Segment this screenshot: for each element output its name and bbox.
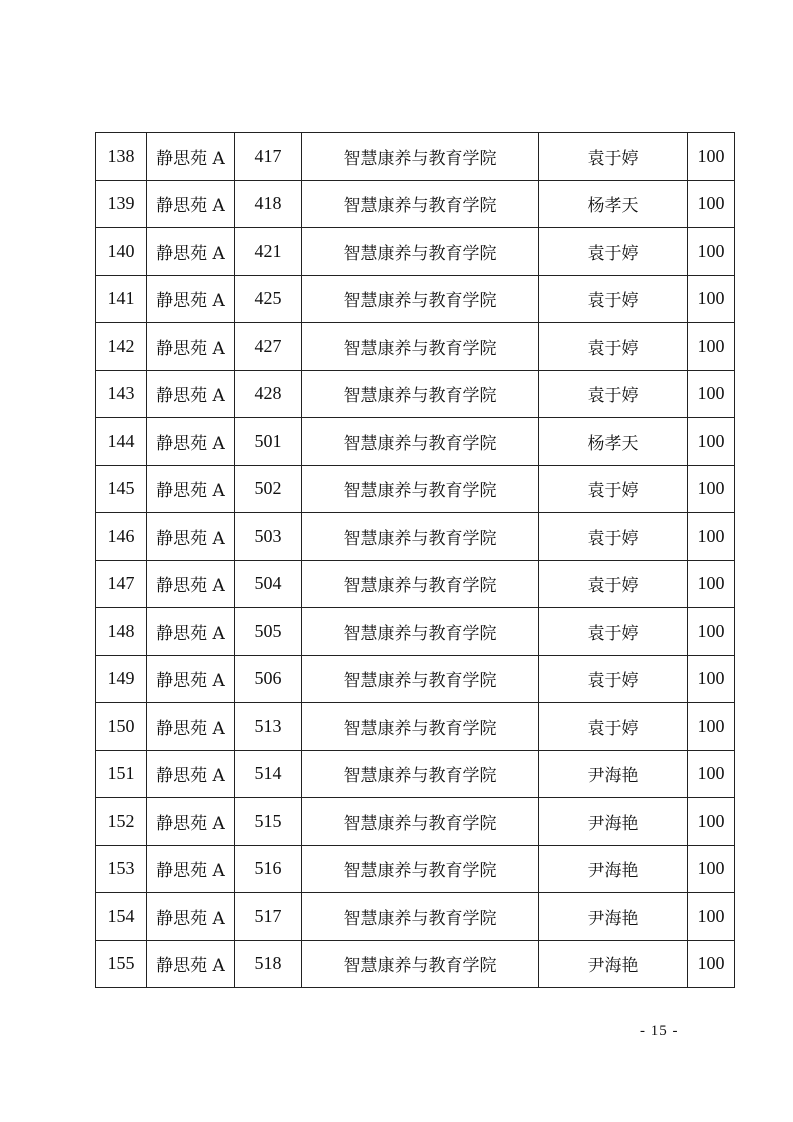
table-row [96,940,735,988]
score-cell: 100 [688,560,735,608]
college-cell: 智慧康养与教育学院 [302,513,539,561]
room-cell: 506 [235,655,302,703]
college-cell: 智慧康养与教育学院 [302,228,539,276]
row-number-cell: 155 [96,940,147,988]
score-cell: 100 [688,608,735,656]
score-cell: 100 [688,750,735,798]
building-cell: 静思苑 A [147,228,235,276]
college-cell: 智慧康养与教育学院 [302,560,539,608]
building-cell: 静思苑 A [147,750,235,798]
building-cell: 静思苑 A [147,323,235,371]
score-cell: 100 [688,370,735,418]
college-cell: 智慧康养与教育学院 [302,655,539,703]
room-cell: 514 [235,750,302,798]
row-number-cell: 153 [96,845,147,893]
score-cell: 100 [688,133,735,181]
row-number-cell: 141 [96,275,147,323]
score-cell: 100 [688,893,735,941]
table-row [96,608,735,656]
page-number: - 15 - [640,1023,679,1039]
row-number-cell: 150 [96,703,147,751]
room-cell: 513 [235,703,302,751]
building-cell: 静思苑 A [147,275,235,323]
room-cell: 503 [235,513,302,561]
room-cell: 428 [235,370,302,418]
college-cell: 智慧康养与教育学院 [302,750,539,798]
score-cell: 100 [688,655,735,703]
row-number-cell: 139 [96,180,147,228]
building-cell: 静思苑 A [147,703,235,751]
table-row [96,465,735,513]
room-cell: 516 [235,845,302,893]
room-cell: 518 [235,940,302,988]
row-number-cell: 152 [96,798,147,846]
counselor-cell: 袁于婷 [539,513,688,561]
college-cell: 智慧康养与教育学院 [302,798,539,846]
counselor-cell: 尹海艳 [539,940,688,988]
counselor-cell: 袁于婷 [539,703,688,751]
score-cell: 100 [688,513,735,561]
room-cell: 418 [235,180,302,228]
room-cell: 501 [235,418,302,466]
table-row [96,798,735,846]
college-cell: 智慧康养与教育学院 [302,893,539,941]
row-number-cell: 145 [96,465,147,513]
college-cell: 智慧康养与教育学院 [302,465,539,513]
counselor-cell: 杨孝天 [539,180,688,228]
row-number-cell: 138 [96,133,147,181]
college-cell: 智慧康养与教育学院 [302,418,539,466]
counselor-cell: 袁于婷 [539,560,688,608]
counselor-cell: 尹海艳 [539,750,688,798]
score-cell: 100 [688,798,735,846]
room-cell: 417 [235,133,302,181]
row-number-cell: 151 [96,750,147,798]
row-number-cell: 146 [96,513,147,561]
college-cell: 智慧康养与教育学院 [302,608,539,656]
counselor-cell: 尹海艳 [539,893,688,941]
counselor-cell: 尹海艳 [539,845,688,893]
building-cell: 静思苑 A [147,513,235,561]
building-cell: 静思苑 A [147,940,235,988]
building-cell: 静思苑 A [147,560,235,608]
college-cell: 智慧康养与教育学院 [302,180,539,228]
dormitory-table [95,132,735,988]
table-row [96,133,735,181]
building-cell: 静思苑 A [147,180,235,228]
score-cell: 100 [688,845,735,893]
score-cell: 100 [688,323,735,371]
college-cell: 智慧康养与教育学院 [302,133,539,181]
room-cell: 425 [235,275,302,323]
college-cell: 智慧康养与教育学院 [302,275,539,323]
room-cell: 421 [235,228,302,276]
room-cell: 505 [235,608,302,656]
table-row [96,180,735,228]
table-row [96,893,735,941]
building-cell: 静思苑 A [147,798,235,846]
building-cell: 静思苑 A [147,655,235,703]
table-row [96,370,735,418]
room-cell: 517 [235,893,302,941]
college-cell: 智慧康养与教育学院 [302,323,539,371]
building-cell: 静思苑 A [147,133,235,181]
building-cell: 静思苑 A [147,893,235,941]
table-row [96,228,735,276]
score-cell: 100 [688,940,735,988]
counselor-cell: 袁于婷 [539,370,688,418]
table-row [96,750,735,798]
row-number-cell: 143 [96,370,147,418]
college-cell: 智慧康养与教育学院 [302,370,539,418]
score-cell: 100 [688,703,735,751]
counselor-cell: 袁于婷 [539,465,688,513]
college-cell: 智慧康养与教育学院 [302,845,539,893]
counselor-cell: 袁于婷 [539,228,688,276]
table-row [96,275,735,323]
building-cell: 静思苑 A [147,845,235,893]
table-row [96,513,735,561]
table-row [96,323,735,371]
table-row [96,655,735,703]
table-row [96,845,735,893]
building-cell: 静思苑 A [147,418,235,466]
counselor-cell: 袁于婷 [539,133,688,181]
building-cell: 静思苑 A [147,465,235,513]
college-cell: 智慧康养与教育学院 [302,703,539,751]
table-row [96,703,735,751]
score-cell: 100 [688,418,735,466]
building-cell: 静思苑 A [147,608,235,656]
row-number-cell: 149 [96,655,147,703]
score-cell: 100 [688,180,735,228]
row-number-cell: 148 [96,608,147,656]
counselor-cell: 袁于婷 [539,323,688,371]
room-cell: 504 [235,560,302,608]
row-number-cell: 154 [96,893,147,941]
score-cell: 100 [688,228,735,276]
counselor-cell: 袁于婷 [539,275,688,323]
table-row [96,560,735,608]
room-cell: 502 [235,465,302,513]
row-number-cell: 140 [96,228,147,276]
counselor-cell: 杨孝天 [539,418,688,466]
row-number-cell: 147 [96,560,147,608]
row-number-cell: 144 [96,418,147,466]
counselor-cell: 尹海艳 [539,798,688,846]
room-cell: 427 [235,323,302,371]
counselor-cell: 袁于婷 [539,608,688,656]
table-body [96,133,735,988]
score-cell: 100 [688,465,735,513]
row-number-cell: 142 [96,323,147,371]
room-cell: 515 [235,798,302,846]
building-cell: 静思苑 A [147,370,235,418]
score-cell: 100 [688,275,735,323]
counselor-cell: 袁于婷 [539,655,688,703]
table-row [96,418,735,466]
college-cell: 智慧康养与教育学院 [302,940,539,988]
